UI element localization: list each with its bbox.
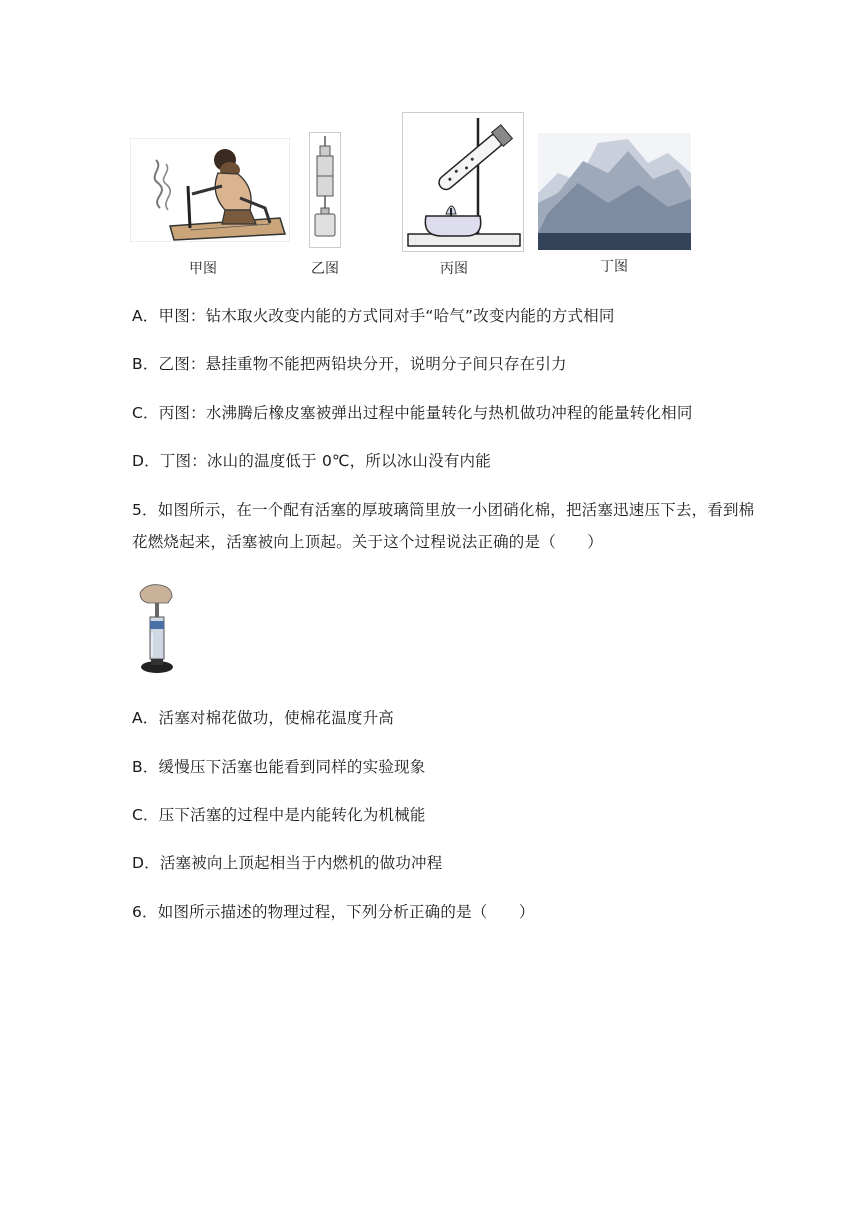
- q5-option-c: C．压下活塞的过程中是内能转化为机械能: [132, 806, 426, 824]
- q4-option-d: D．丁图：冰山的温度低于 0℃，所以冰山没有内能: [132, 452, 491, 470]
- figure-yi-lead-blocks: [309, 132, 341, 248]
- q4-option-a: A．甲图：钻木取火改变内能的方式同对手“哈气”改变内能的方式相同: [132, 307, 615, 325]
- q5-option-d: D．活塞被向上顶起相当于内燃机的做功冲程: [132, 854, 443, 872]
- q5-option-b: B．缓慢压下活塞也能看到同样的实验现象: [132, 758, 426, 776]
- caption-jia: 甲图: [189, 261, 217, 277]
- figure-bing-flask-heating: [402, 112, 524, 252]
- q5-option-a: A．活塞对棉花做功，使棉花温度升高: [132, 709, 395, 727]
- figure-ding-iceberg: [538, 133, 691, 250]
- q4-option-b: B．乙图：悬挂重物不能把两铅块分开，说明分子间只存在引力: [132, 355, 567, 373]
- caption-bing: 丙图: [440, 261, 468, 277]
- q6-stem: 6．如图所示描述的物理过程，下列分析正确的是（ ）: [132, 903, 535, 921]
- caption-yi: 乙图: [311, 261, 339, 277]
- q5-stem-line2: 花燃烧起来，活塞被向上顶起。关于这个过程说法正确的是（ ）: [132, 533, 604, 551]
- caption-ding: 丁图: [600, 259, 628, 275]
- q4-option-c: C．丙图：水沸腾后橡皮塞被弹出过程中能量转化与热机做功冲程的能量转化相同: [132, 404, 693, 422]
- q5-stem-line1: 5．如图所示，在一个配有活塞的厚玻璃筒里放一小团硝化棉，把活塞迅速压下去，看到棉: [132, 501, 755, 519]
- figure-jia-fire-drill: [130, 138, 290, 242]
- figure-piston-cylinder: [138, 583, 178, 679]
